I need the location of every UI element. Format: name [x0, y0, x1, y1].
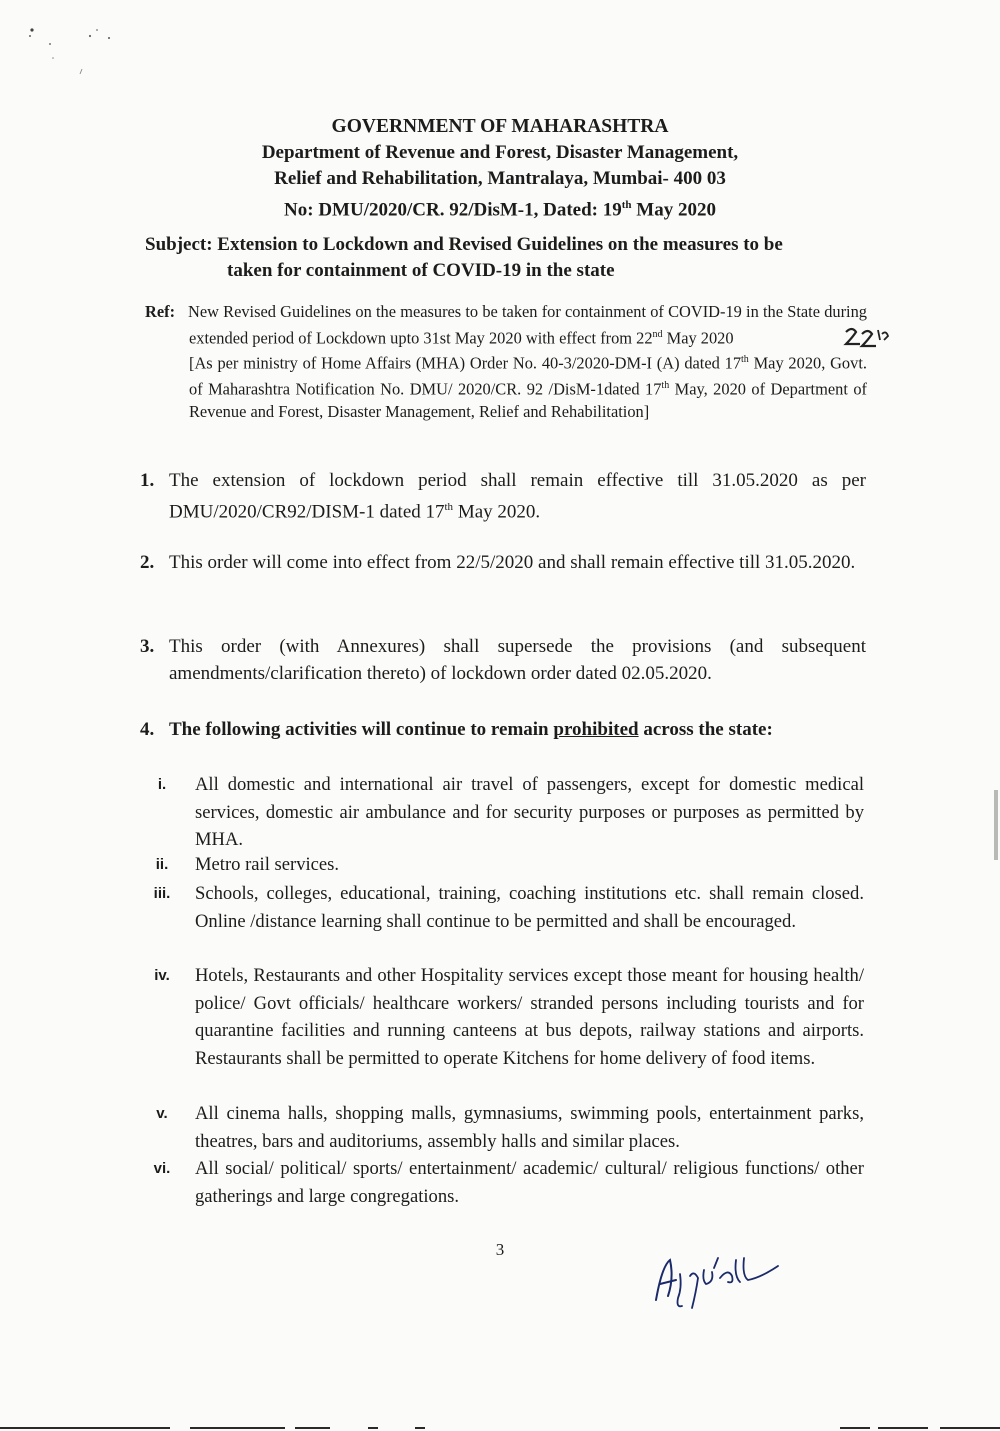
ref-paragraph-2: [As per ministry of Home Affairs (MHA) Order No. 40-3/2020-DM-I (A) dated 17th May 2020, Govt. of Maharashtra Notification No. DMU/ 2020/CR. 92 /DisM-1dated 17th May, 2020 of Department of Revenue and Forest, Disaster Management, Relief and Rehabilitation] [189, 353, 867, 422]
subject-line-1: Subject: Extension to Lockdown and Revised Guidelines on the measures to be [145, 234, 783, 255]
scan-specks-icon [20, 14, 130, 84]
prohibited-item-v: v. All cinema halls, shopping malls, gymnasiums, swimming pools, entertainment parks, theatres, bars and auditoriums, assembly halls and similar places. [156, 1103, 864, 1152]
scan-bottom-edge-icon [0, 1414, 1000, 1431]
subject-line-2: taken for containment of COVID-19 in the state [227, 260, 615, 281]
address-line: Relief and Rehabilitation, Mantralaya, Mumbai- 400 03 [274, 168, 726, 189]
order-item-4: 4. The following activities will continue to remain prohibited across the state: [140, 719, 773, 740]
prohibited-item-iii: iii. Schools, colleges, educational, training, coaching institutions etc. shall remain closed. Online /distance learning shall continue to be permitted and shall be encouraged. [153, 883, 864, 932]
order-item-3: 3. This order (with Annexures) shall supersede the provisions (and subsequent amendments/clarification thereto) of lockdown order dated 02.05.2020. [140, 636, 866, 684]
prohibited-emphasis: prohibited [553, 719, 639, 740]
ref-body [189, 301, 867, 424]
scan-edge-mark [994, 790, 998, 860]
order-item-2: 2. This order will come into effect from 22/5/2020 and shall remain effective till 31.05.2020. [140, 552, 856, 573]
prohibited-item-iv: iv. Hotels, Restaurants and other Hospitality services except those meant for housing health/ police/ Govt officials/ healthcare workers/ stranded persons including tourists and for quarantine facilities and running canteens at bus depots, railway stations and airports. Restaurants shall be permitted to operate Kitchens for home delivery of food items. [154, 965, 864, 1069]
ref-label: Ref: [145, 302, 176, 321]
page-number: 3 [495, 1240, 505, 1259]
handwritten-signature-icon [648, 1248, 788, 1318]
order-number-line: No: DMU/2020/CR. 92/DisM-1, Dated: 19th May 2020 [284, 199, 716, 221]
letterhead [0, 114, 1000, 223]
prohibited-item-vi: vi. All social/ political/ sports/ entertainment/ academic/ cultural/ religious functions/ other gatherings and large congregations. [153, 1158, 864, 1207]
government-title: GOVERNMENT OF MAHARASHTRA [331, 116, 669, 137]
prohibited-item-i: i. All domestic and international air travel of passengers, except for domestic medical services, domestic air ambulance and for security purposes or purposes as permitted by MHA. [157, 774, 864, 850]
reference-block [145, 301, 867, 424]
department-line: Department of Revenue and Forest, Disaster Management, [261, 142, 739, 163]
prohibited-item-ii: ii. Metro rail services. [155, 854, 340, 875]
subject [145, 232, 870, 284]
ref-paragraph-1: New Revised Guidelines on the measures to be taken for containment of COVID-19 in the State during extended period of Lockdown upto 31st May 2020 with effect from 22nd May 2020 [188, 302, 867, 347]
handwritten-correction-icon [838, 326, 898, 354]
order-item-1: 1. The extension of lockdown period shall remain effective till 31.05.2020 as per DMU/2020/CR92/DISM-1 dated 17th May 2020. [140, 470, 866, 523]
